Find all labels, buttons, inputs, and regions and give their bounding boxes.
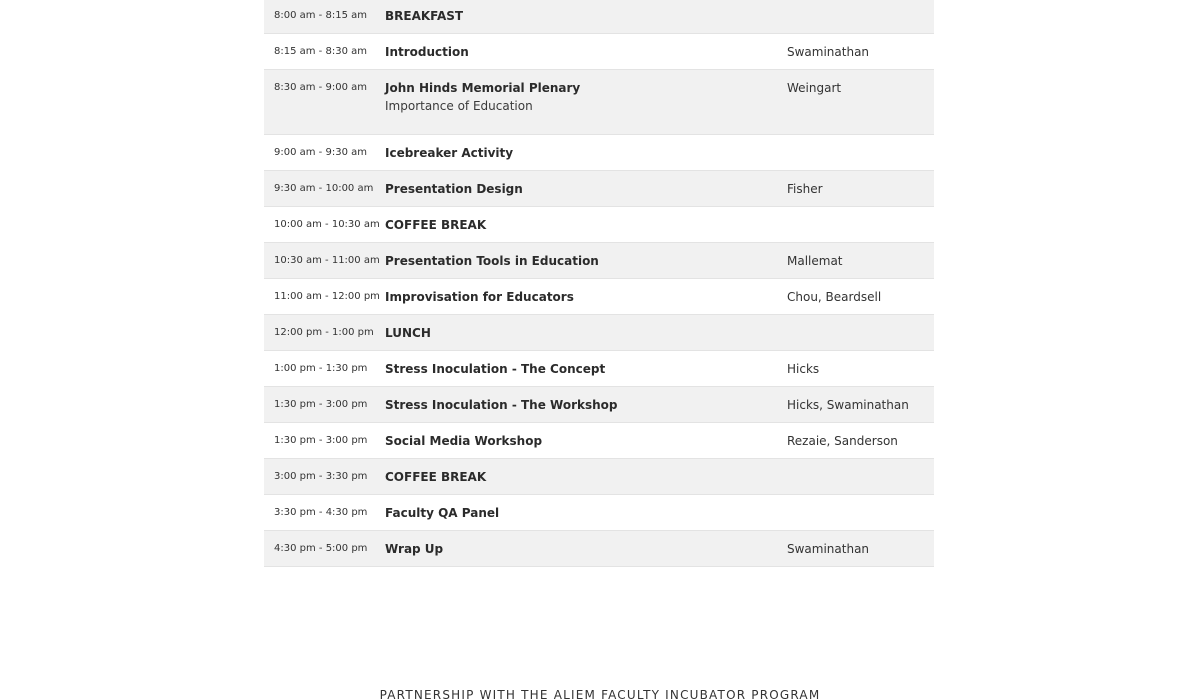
schedule-row	[264, 459, 934, 495]
session-speaker: Weingart	[787, 81, 842, 95]
session-title: COFFEE BREAK	[385, 218, 487, 232]
schedule-row	[264, 135, 934, 171]
session-title: Stress Inoculation - The Concept	[385, 362, 606, 376]
schedule-row	[264, 531, 934, 567]
session-title: Presentation Design	[385, 182, 523, 196]
session-cell	[385, 469, 787, 485]
session-cell	[385, 217, 787, 233]
session-cell	[385, 433, 787, 449]
session-time: 9:00 am - 9:30 am	[274, 147, 367, 158]
session-title: Social Media Workshop	[385, 434, 543, 448]
session-time: 3:00 pm - 3:30 pm	[274, 471, 368, 482]
schedule-row	[264, 279, 934, 315]
schedule-row	[264, 387, 934, 423]
schedule-row	[264, 495, 934, 531]
schedule-row	[264, 70, 934, 135]
session-subtitle: Importance of Education	[385, 99, 533, 113]
session-cell	[385, 325, 787, 341]
session-time: 8:15 am - 8:30 am	[274, 46, 367, 57]
session-title: John Hinds Memorial Plenary	[385, 81, 581, 95]
session-speaker: Hicks, Swaminathan	[787, 398, 909, 412]
partnership-heading: PARTNERSHIP WITH THE ALIEM FACULTY INCUBATOR PROGRAM	[379, 688, 821, 700]
session-time: 4:30 pm - 5:00 pm	[274, 543, 368, 554]
session-title: COFFEE BREAK	[385, 470, 487, 484]
session-cell	[385, 361, 787, 377]
schedule-row	[264, 34, 934, 70]
schedule-row	[264, 171, 934, 207]
session-time: 1:00 pm - 1:30 pm	[274, 363, 368, 374]
schedule-row	[264, 423, 934, 459]
session-speaker: Fisher	[787, 182, 823, 196]
session-time: 1:30 pm - 3:00 pm	[274, 435, 368, 446]
session-cell	[385, 289, 787, 305]
schedule-row	[264, 207, 934, 243]
schedule-row	[264, 315, 934, 351]
session-time: 10:00 am - 10:30 am	[274, 219, 380, 230]
session-time: 3:30 pm - 4:30 pm	[274, 507, 368, 518]
session-time: 8:30 am - 9:00 am	[274, 82, 367, 93]
schedule-table	[264, 0, 934, 567]
schedule-row	[264, 243, 934, 279]
session-time: 11:00 am - 12:00 pm	[274, 291, 380, 302]
session-title: Improvisation for Educators	[385, 290, 574, 304]
session-time: 1:30 pm - 3:00 pm	[274, 399, 368, 410]
session-cell	[385, 44, 787, 60]
session-cell	[385, 253, 787, 269]
session-speaker: Rezaie, Sanderson	[787, 434, 898, 448]
session-speaker: Swaminathan	[787, 45, 870, 59]
session-title: Presentation Tools in Education	[385, 254, 599, 268]
session-cell	[385, 145, 787, 161]
session-cell	[385, 80, 787, 115]
session-cell	[385, 181, 787, 197]
session-cell	[385, 397, 787, 413]
session-title: Introduction	[385, 45, 469, 59]
session-speaker: Swaminathan	[787, 542, 870, 556]
session-time: 8:00 am - 8:15 am	[274, 10, 367, 21]
session-title: Wrap Up	[385, 542, 444, 556]
session-cell	[385, 505, 787, 521]
session-title: Icebreaker Activity	[385, 146, 514, 160]
session-title: LUNCH	[385, 326, 431, 340]
session-speaker: Mallemat	[787, 254, 843, 268]
session-time: 10:30 am - 11:00 am	[274, 255, 380, 266]
session-cell	[385, 541, 787, 557]
session-speaker: Chou, Beardsell	[787, 290, 882, 304]
session-title: Stress Inoculation - The Workshop	[385, 398, 618, 412]
session-time: 12:00 pm - 1:00 pm	[274, 327, 374, 338]
session-speaker: Hicks	[787, 362, 820, 376]
schedule-row	[264, 351, 934, 387]
session-title: BREAKFAST	[385, 9, 464, 23]
session-title: Faculty QA Panel	[385, 506, 500, 520]
schedule-row	[264, 0, 934, 34]
session-cell	[385, 8, 787, 24]
session-time: 9:30 am - 10:00 am	[274, 183, 374, 194]
